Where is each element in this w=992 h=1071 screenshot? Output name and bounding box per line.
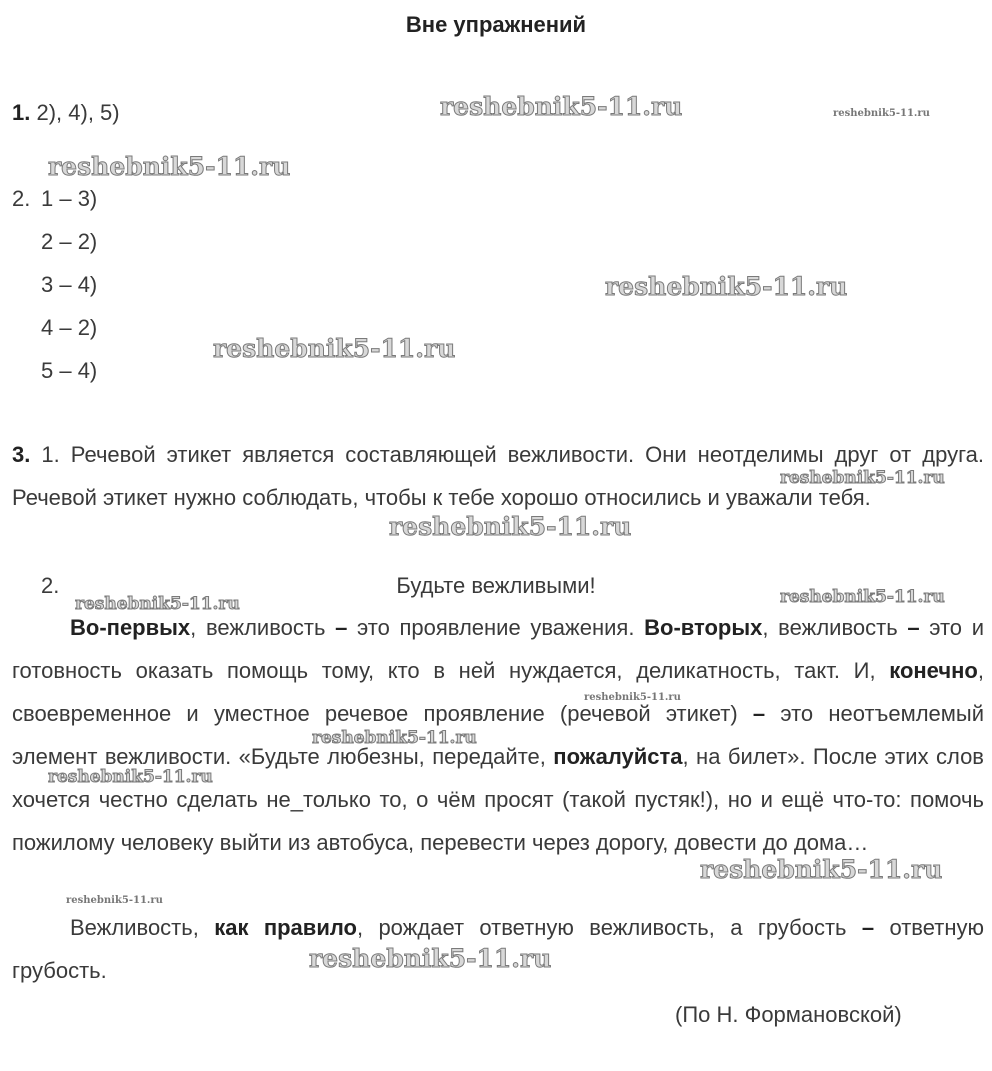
watermark: reshebnik5-11.ru	[833, 108, 930, 119]
bold-dash: –	[907, 615, 920, 640]
watermark: reshebnik5-11.ru	[700, 855, 943, 884]
exercise-2-item: 1 – 3)	[41, 186, 98, 211]
exercise-2-item: 2 – 2)	[41, 229, 98, 254]
exercise-1-answer: 2), 4), 5)	[36, 100, 120, 125]
exercise-2-item: 3 – 4)	[41, 272, 98, 297]
watermark: reshebnik5-11.ru	[66, 895, 163, 906]
text-run: , рождает ответную вежливость, а грубость	[356, 915, 862, 940]
exercise-1-number: 1.	[12, 100, 31, 125]
watermark: reshebnik5-11.ru	[309, 944, 552, 973]
watermark: reshebnik5-11.ru	[780, 468, 945, 488]
text-run: Вежливость,	[70, 915, 215, 940]
watermark: reshebnik5-11.ru	[440, 92, 683, 121]
text-run: , вежливость	[762, 615, 908, 640]
bold-word: Во-вторых	[644, 615, 763, 640]
page-title: Вне упражнений	[405, 12, 587, 37]
watermark: reshebnik5-11.ru	[389, 512, 632, 541]
text-run: это проявление уважения.	[347, 615, 645, 640]
exercise-2-item: 4 – 2)	[41, 315, 98, 340]
bold-dash: –	[335, 615, 348, 640]
bold-word: пожалуйста	[553, 744, 683, 769]
bold-word: Во-первых	[70, 615, 191, 640]
text-run: , вежливость	[190, 615, 336, 640]
bold-word: как правило	[214, 915, 357, 940]
exercise-2-item: 5 – 4)	[41, 358, 98, 383]
exercise-3-intro-text: 1. Речевой этикет является составляющей вежливости. Они неотделимы друг от друга. Речевой этикет нужно соблюдать, чтобы к тебе хорошо относились и уважали тебя.	[12, 442, 984, 510]
exercise-3-number: 3.	[12, 442, 31, 467]
watermark: reshebnik5-11.ru	[48, 767, 213, 787]
text-title: Будьте вежливыми!	[396, 573, 596, 598]
text-run: это неотъемлемый элемент вежливости. «Будьте любезны, передайте,	[12, 701, 984, 769]
exercise-1	[12, 100, 120, 126]
watermark: reshebnik5-11.ru	[213, 334, 456, 363]
watermark: reshebnik5-11.ru	[48, 152, 291, 181]
watermark: reshebnik5-11.ru	[75, 594, 240, 614]
text-run: , своевременное и уместное речевое проявление (речевой этикет)	[12, 658, 984, 726]
exercise-2-number: 2.	[12, 186, 31, 211]
text-run: , на билет». После этих слов хочется честно сделать не_только то, о чём просят (такой пустяк!), но и ещё что-то: помочь пожилому человеку выйти из автобуса, перевести через дорогу, довести до дома…	[12, 744, 984, 855]
watermark: reshebnik5-11.ru	[312, 728, 477, 748]
text-paragraph-1	[12, 606, 984, 864]
watermark: reshebnik5-11.ru	[780, 587, 945, 607]
watermark: reshebnik5-11.ru	[605, 272, 848, 301]
exercise-3-sub-number: 2.	[41, 573, 60, 598]
text-author: (По Н. Формановской)	[675, 1002, 902, 1027]
text-run: это и готовность оказать помощь тому, кто в ней нуждается, деликатность, такт. И,	[12, 615, 984, 683]
bold-dash: –	[752, 701, 766, 726]
bold-word: конечно	[889, 658, 978, 683]
watermark: reshebnik5-11.ru	[584, 692, 681, 703]
bold-dash: –	[861, 915, 875, 940]
text-run: ответную грубость.	[12, 915, 984, 983]
